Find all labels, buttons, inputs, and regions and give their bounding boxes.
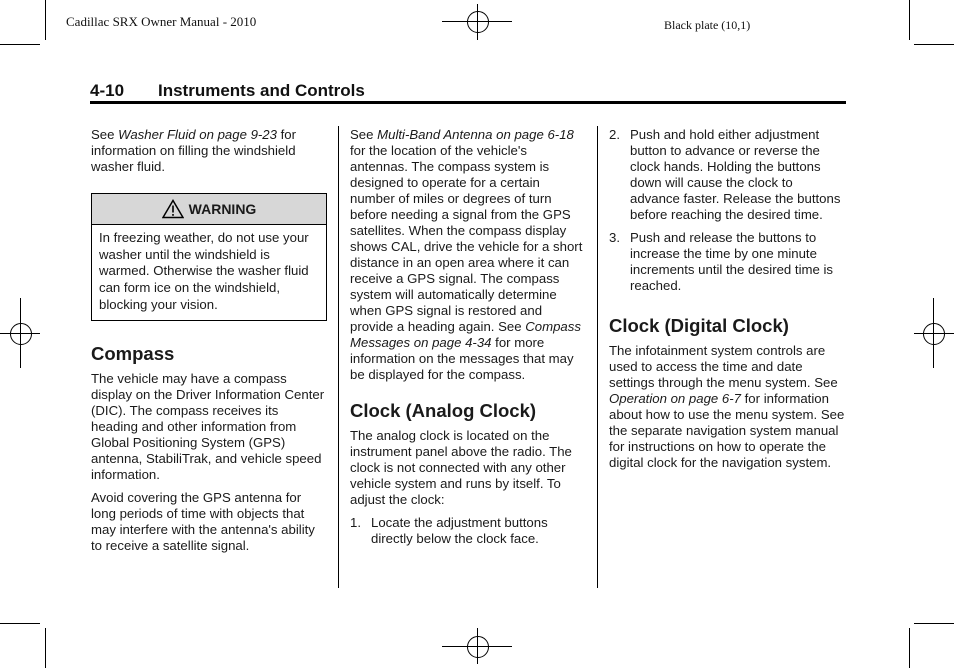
step-number: 3. [609,230,620,245]
washer-fluid-paragraph: See Washer Fluid on page 9-23 for information on filling the windshield washer fluid. [91,127,297,174]
column-3 [609,127,845,471]
manual-title: Cadillac SRX Owner Manual - 2010 [66,14,257,29]
step-3 [609,230,845,294]
step-1 [350,515,586,547]
column-separator [597,126,598,588]
warning-text: In freezing weather, do not use your washer until the windshield is warmed. Otherwise the washer fluid can form ice on the windshield, blocking your vision. [99,230,309,312]
step-number: 2. [609,127,620,142]
antenna-paragraph: See Multi-Band Antenna on page 6-18 for the location of the vehicle's antennas. The compass system is designed to operate for a certain number of miles or degrees of turn before needing a signal from the GPS satellites. When the compass display shows CAL, drive the vehicle for a short distance in an open area where it can receive a GPS signal. The compass system will automatically determine when GPS signal is restored and provide a heading again. See Compass Messages on page 4-34 for more information on the messages that may be displayed for the compass. [350,127,583,382]
analog-clock-paragraph: The analog clock is located on the instrument panel above the radio. The clock is not connected with any other vehicle system and runs by itself. To adjust the clock: [350,428,572,507]
plate-info: Black plate (10,1) [664,18,751,32]
page-number: 4-10 [90,81,125,100]
step-text: Push and release the buttons to increase the time by one minute increments until the desired time is reached. [630,230,834,293]
step-number: 1. [350,515,361,530]
warning-label: WARNING [188,201,257,217]
warning-triangle-icon [162,199,184,219]
warning-box [91,193,327,321]
analog-clock-heading: Clock (Analog Clock) [350,400,537,421]
section-title: Instruments and Controls [158,81,365,100]
column-1 [91,127,327,554]
step-2 [609,127,845,223]
compass-heading: Compass [91,342,175,364]
compass-messages-link[interactable]: Compass Messages on page 4-34 [350,319,581,350]
column-separator [338,126,339,588]
compass-paragraph-1: The vehicle may have a compass display on the Driver Information Center (DIC). The compass receives its heading and other information from Global Positioning System (GPS) antenna, StabiliTrak, and vehicle speed information. [91,370,325,482]
digital-clock-paragraph: The infotainment system controls are used to access the time and date settings through the menu system. See Operation on page 6-7 for information about how to use the menu system. See the separate navigation system manual for instructions on how to operate the digital clock for the navigation system. [609,343,845,470]
section-rule [90,101,846,104]
compass-paragraph-2: Avoid covering the GPS antenna for long periods of time with objects that may interfere with the antenna's ability to receive a satellite signal. [91,489,315,553]
washer-fluid-link[interactable]: Washer Fluid on page 9-23 [118,127,277,142]
warning-header [92,194,326,225]
digital-clock-heading: Clock (Digital Clock) [609,315,789,336]
operation-link[interactable]: Operation on page 6-7 [609,391,741,406]
multi-band-antenna-link[interactable]: Multi-Band Antenna on page 6-18 [377,127,574,142]
step-text: Locate the adjustment buttons directly below the clock face. [371,515,548,546]
step-text: Push and hold either adjustment button to advance or reverse the clock hands. Holding the buttons down will cause the clock to advance faster. Release the buttons before reaching the desired time. [630,127,841,222]
column-2 [350,127,586,547]
